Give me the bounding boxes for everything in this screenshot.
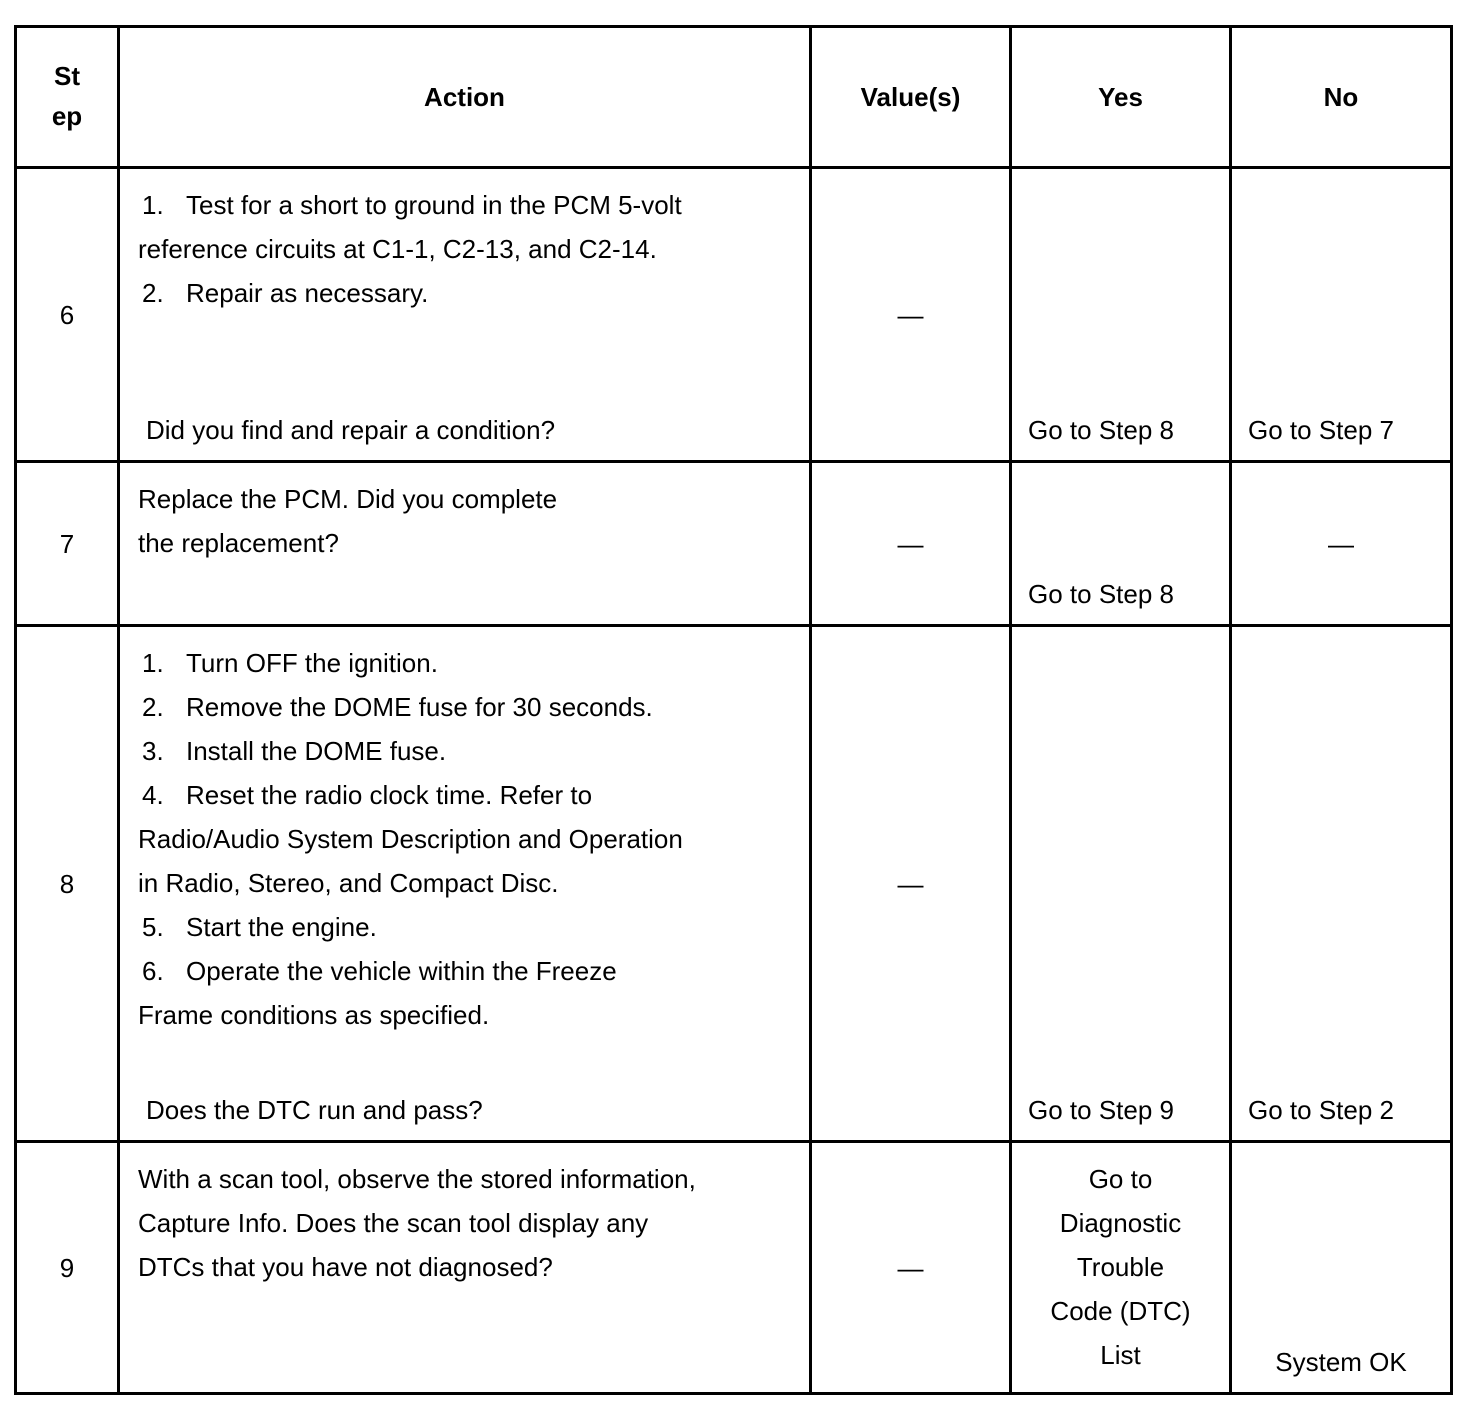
list-number: 1. xyxy=(142,190,164,220)
list-number: 6. xyxy=(142,956,164,986)
header-yes: Yes xyxy=(1011,27,1231,168)
list-text-continued: reference circuits at C1-1, C2-13, and C2-14. xyxy=(138,234,657,264)
list-number: 3. xyxy=(142,736,164,766)
yes-cell xyxy=(1011,462,1231,626)
list-item xyxy=(138,183,797,227)
header-action: Action xyxy=(119,27,811,168)
header-step: Step xyxy=(16,27,119,168)
yes-link: Go to Step 9 xyxy=(1028,1095,1174,1125)
yes-cell xyxy=(1011,1142,1231,1394)
list-number: 4. xyxy=(142,780,164,810)
list-number: 1. xyxy=(142,648,164,678)
list-number: 2. xyxy=(142,692,164,722)
list-text-continued: Frame conditions as specified. xyxy=(138,1000,490,1030)
action-cell xyxy=(119,626,811,1142)
yes-text-line: Trouble xyxy=(1076,1252,1165,1282)
list-text: Install the DOME fuse. xyxy=(186,736,447,766)
header-no: No xyxy=(1231,27,1452,168)
value-cell: — xyxy=(811,1142,1011,1394)
list-text: Test for a short to ground in the PCM 5-volt xyxy=(186,190,682,220)
action-text: DTCs that you have not diagnosed? xyxy=(138,1252,553,1282)
list-text: Reset the radio clock time. Refer to xyxy=(186,780,593,810)
list-number: 5. xyxy=(142,912,164,942)
list-item xyxy=(138,271,797,315)
list-number: 2. xyxy=(142,278,164,308)
list-item xyxy=(138,905,797,949)
list-item xyxy=(138,685,797,729)
value-cell: — xyxy=(811,462,1011,626)
value-cell: — xyxy=(811,626,1011,1142)
action-text: Capture Info. Does the scan tool display any xyxy=(138,1208,649,1238)
yes-text-line: List xyxy=(1100,1340,1141,1370)
list-text: Repair as necessary. xyxy=(186,278,429,308)
list-text: Start the engine. xyxy=(186,912,377,942)
header-values: Value(s) xyxy=(811,27,1011,168)
diagnostic-table xyxy=(14,25,1453,1395)
no-cell xyxy=(1231,168,1452,462)
list-text-continued: Radio/Audio System Description and Operation xyxy=(138,824,683,854)
list-item xyxy=(138,949,797,993)
no-cell xyxy=(1231,1142,1452,1394)
action-text: Replace the PCM. Did you complete xyxy=(138,484,558,514)
list-item xyxy=(138,729,797,773)
action-cell xyxy=(119,168,811,462)
action-question: Did you find and repair a condition? xyxy=(146,415,556,445)
header-row xyxy=(16,27,1452,168)
table-row xyxy=(16,626,1452,1142)
action-text: the replacement? xyxy=(138,528,339,558)
no-status: System OK xyxy=(1275,1347,1407,1377)
step-number: 9 xyxy=(16,1142,119,1394)
yes-link: Go to Step 8 xyxy=(1028,415,1174,445)
yes-text-line: Code (DTC) xyxy=(1050,1296,1191,1326)
yes-cell xyxy=(1011,168,1231,462)
list-text: Turn OFF the ignition. xyxy=(186,648,438,678)
list-text: Operate the vehicle within the Freeze xyxy=(186,956,617,986)
yes-text-line: Diagnostic xyxy=(1059,1208,1182,1238)
yes-text-line: Go to xyxy=(1088,1164,1153,1194)
no-cell xyxy=(1231,626,1452,1142)
table-row xyxy=(16,1142,1452,1394)
value-cell: — xyxy=(811,168,1011,462)
list-item xyxy=(138,773,797,817)
yes-link: Go to Step 8 xyxy=(1028,579,1174,609)
action-cell xyxy=(119,1142,811,1394)
table-row xyxy=(16,462,1452,626)
list-item xyxy=(138,641,797,685)
yes-cell xyxy=(1011,626,1231,1142)
no-link: Go to Step 7 xyxy=(1248,415,1394,445)
list-text: Remove the DOME fuse for 30 seconds. xyxy=(186,692,653,722)
action-text: With a scan tool, observe the stored information, xyxy=(138,1164,696,1194)
step-number: 8 xyxy=(16,626,119,1142)
no-link: Go to Step 2 xyxy=(1248,1095,1394,1125)
action-list xyxy=(138,641,797,1037)
step-number: 7 xyxy=(16,462,119,626)
list-text-continued: in Radio, Stereo, and Compact Disc. xyxy=(138,868,559,898)
table-row xyxy=(16,168,1452,462)
step-number: 6 xyxy=(16,168,119,462)
action-list xyxy=(138,183,797,315)
no-cell: — xyxy=(1231,462,1452,626)
action-cell xyxy=(119,462,811,626)
action-question: Does the DTC run and pass? xyxy=(146,1095,483,1125)
